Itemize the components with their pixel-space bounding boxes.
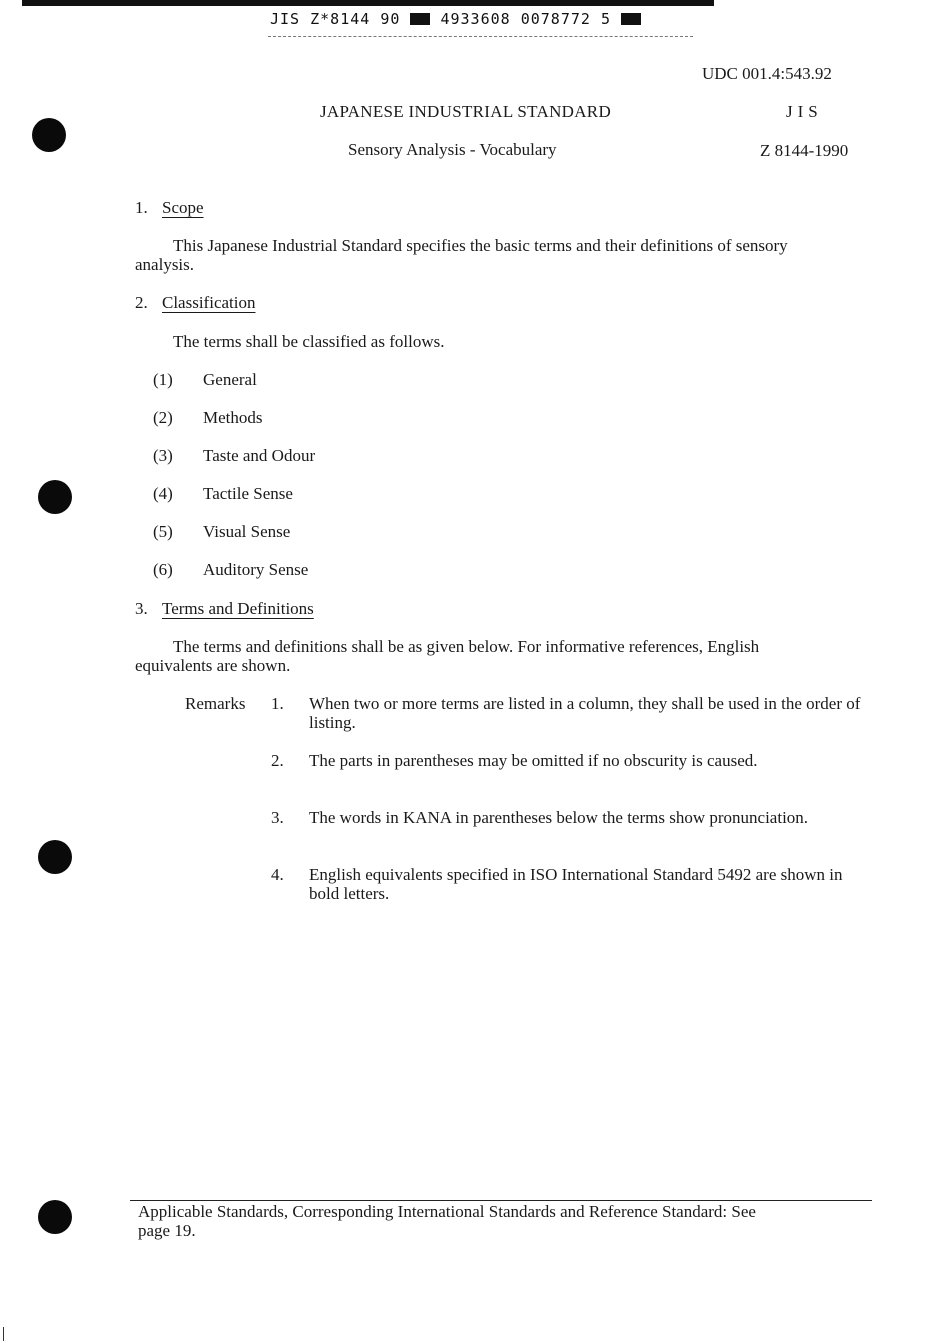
- document-code-strip: [270, 10, 641, 28]
- document-code-a: JIS Z*8144 90: [270, 10, 401, 28]
- classification-label: (4): [153, 484, 173, 503]
- classification-label: (5): [153, 522, 173, 541]
- section-3-body: The terms and definitions shall be as given below. For informative references, English equivalents are shown.: [135, 637, 760, 675]
- remark-number: 4.: [271, 865, 284, 884]
- jis-mark: JIS: [786, 102, 823, 121]
- remarks-label: Remarks: [185, 694, 246, 713]
- remark-text: English equivalents specified in ISO International Standard 5492 are shown in bold letters.: [309, 865, 843, 903]
- section-3-heading: [135, 599, 314, 619]
- remark-text: When two or more terms are listed in a column, they shall be used in the order of listing.: [309, 694, 861, 732]
- classification-item: General: [203, 370, 257, 389]
- classification-item: Visual Sense: [203, 522, 291, 541]
- code-strip-rule: [268, 36, 693, 37]
- classification-item: Methods: [203, 408, 263, 427]
- footer-rule: [130, 1200, 872, 1201]
- section-title: Scope: [162, 198, 204, 217]
- section-title: Classification: [162, 293, 256, 312]
- classification-item: Tactile Sense: [203, 484, 293, 503]
- punch-hole: [38, 840, 72, 874]
- code-block-mark: [410, 13, 430, 25]
- section-number: 3.: [135, 599, 148, 618]
- section-1-heading: [135, 198, 204, 218]
- punch-hole: [38, 1200, 72, 1234]
- classification-item: Auditory Sense: [203, 560, 309, 579]
- remark-number: 1.: [271, 694, 284, 713]
- remark-number: 2.: [271, 751, 284, 770]
- section-number: 1.: [135, 198, 148, 217]
- classification-item: Taste and Odour: [203, 446, 316, 465]
- standard-number: Z 8144-1990: [760, 141, 849, 160]
- standard-title: JAPANESE INDUSTRIAL STANDARD: [320, 102, 612, 121]
- punch-hole: [32, 118, 66, 152]
- document-subtitle: Sensory Analysis - Vocabulary: [348, 140, 557, 159]
- section-title: Terms and Definitions: [162, 599, 314, 618]
- document-code-b: 4933608 0078772 5: [440, 10, 611, 28]
- classification-label: (3): [153, 446, 173, 465]
- section-1-body: This Japanese Industrial Standard specifies the basic terms and their definitions of sensory analysis.: [135, 236, 788, 274]
- classification-label: (1): [153, 370, 173, 389]
- footer-note: Applicable Standards, Corresponding International Standards and Reference Standard: See page 19.: [138, 1202, 756, 1240]
- punch-hole: [38, 480, 72, 514]
- margin-mark: [3, 1327, 4, 1341]
- section-2-intro: The terms shall be classified as follows.: [173, 332, 445, 351]
- top-print-bar: [22, 0, 714, 6]
- remark-text: The parts in parentheses may be omitted if no obscurity is caused.: [309, 751, 758, 770]
- code-block-mark: [621, 13, 641, 25]
- classification-label: (6): [153, 560, 173, 579]
- section-2-heading: [135, 293, 255, 313]
- section-number: 2.: [135, 293, 148, 312]
- remark-text: The words in KANA in parentheses below the terms show pronunciation.: [309, 808, 809, 827]
- classification-label: (2): [153, 408, 173, 427]
- remark-number: 3.: [271, 808, 284, 827]
- udc-number: UDC 001.4:543.92: [702, 64, 832, 83]
